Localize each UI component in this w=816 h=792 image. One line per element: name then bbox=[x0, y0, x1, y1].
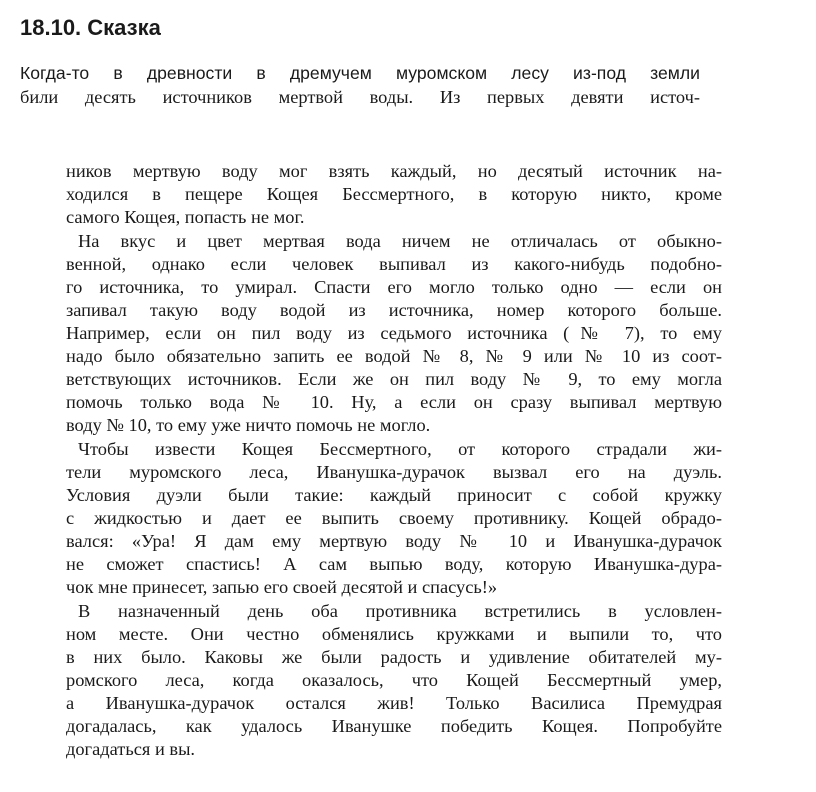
text-line: в них было. Каковы же были радость и удивление обитателей му- bbox=[66, 647, 722, 667]
text-line: воду № 10, то ему уже ничто помочь не могло. bbox=[66, 415, 431, 435]
text-line: надо было обязательно запить ее водой № 8, № 9 или № 10 из соот- bbox=[66, 346, 722, 366]
text-line: ромского леса, когда оказалось, что Кощей Бессмертный умер, bbox=[66, 670, 722, 690]
text-line: самого Кощея, попасть не мог. bbox=[66, 207, 305, 227]
text-line: ветствующих источников. Если же он пил воду № 9, то ему могла bbox=[66, 369, 722, 389]
text-line: вался: «Ура! Я дам ему мертвую воду № 10 и Иванушка-дурачок bbox=[66, 531, 722, 551]
text-line: Чтобы извести Кощея Бессмертного, от которого страдали жи- bbox=[78, 439, 722, 459]
page-title: 18.10. Сказка bbox=[20, 15, 161, 40]
text-line: Условия дуэли были такие: каждый приносит с собой кружку bbox=[66, 485, 722, 505]
text-line: с жидкостью и дает ее выпить своему противнику. Кощей обрадо- bbox=[66, 508, 722, 528]
text-line: ном месте. Они честно обменялись кружками и выпили то, что bbox=[66, 624, 722, 644]
text-line: венной, однако если человек выпивал из какого-нибудь подобно- bbox=[66, 254, 722, 274]
text-line: ников мертвую воду мог взять каждый, но десятый источник на- bbox=[66, 161, 722, 181]
text-line: На вкус и цвет мертвая вода ничем не отличалась от обыкно- bbox=[78, 231, 722, 251]
text-line: В назначенный день оба противника встретились в условлен- bbox=[78, 601, 722, 621]
text-line: а Иванушка-дурачок остался жив! Только Василиса Премудрая bbox=[66, 693, 722, 713]
intro-line-2: били десять источников мертвой воды. Из первых девяти источ- bbox=[20, 87, 700, 107]
text-line: тели муромского леса, Иванушка-дурачок вызвал его на дуэль. bbox=[66, 462, 722, 482]
text-line: догадаться и вы. bbox=[66, 739, 196, 759]
text-line: ходился в пещере Кощея Бессмертного, в которую никто, кроме bbox=[66, 184, 722, 204]
intro-line-1: Когда-то в древности в дремучем муромском лесу из-под земли bbox=[20, 63, 700, 83]
text-line: догадалась, как удалось Иванушке победить Кощея. Попробуйте bbox=[66, 716, 722, 736]
text-line: Например, если он пил воду из седьмого источника (№ 7), то ему bbox=[66, 323, 722, 343]
text-line: го источника, то умирал. Спасти его могло только одно — если он bbox=[66, 277, 722, 297]
text-line: не сможет спастись! А сам выпью воду, которую Иванушка-дура- bbox=[66, 554, 722, 574]
text-line: чок мне принесет, запью его своей десятой и спасусь!» bbox=[66, 577, 498, 597]
text-line: помочь только вода № 10. Ну, а если он сразу выпивал мертвую bbox=[66, 392, 722, 412]
text-line: запивал такую воду водой из источника, номер которого больше. bbox=[66, 300, 722, 320]
